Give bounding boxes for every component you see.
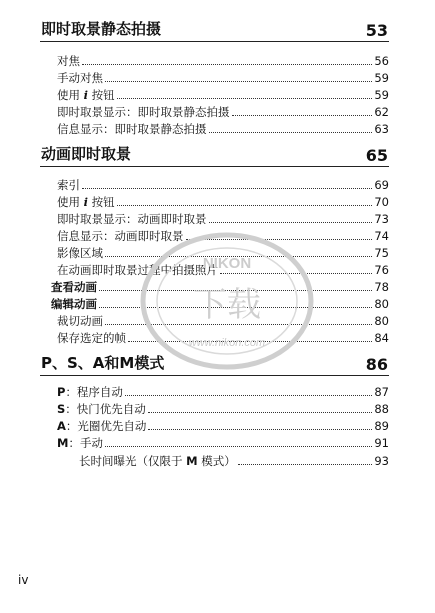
entry-label: 信息显示：即时取景静态拍摄 xyxy=(57,122,207,136)
entry-label: 查看动画 xyxy=(51,280,97,294)
entry-label: S：快门优先自动 xyxy=(57,402,146,416)
leader-dots xyxy=(125,395,372,396)
toc-entry-i-button[interactable] xyxy=(57,193,389,209)
entry-label: 对焦 xyxy=(57,54,80,68)
page-number-label: iv xyxy=(18,573,29,587)
leader-dots xyxy=(105,81,372,82)
entry-label: 在动画即时取景过程中拍摄照片 xyxy=(57,263,218,277)
entry-label: P：程序自动 xyxy=(57,385,123,399)
entry-page: 91 xyxy=(374,436,389,450)
leader-dots xyxy=(238,464,373,465)
entry-page: 59 xyxy=(374,71,389,85)
leader-dots xyxy=(105,446,372,447)
leader-dots xyxy=(220,273,372,274)
toc-entry-live-view-display[interactable] xyxy=(57,103,389,119)
entry-page: 88 xyxy=(374,402,389,416)
leader-dots xyxy=(99,290,372,291)
entry-label: 影像区域 xyxy=(57,246,103,260)
watermark-text-top: NIKON xyxy=(202,255,252,272)
leader-dots xyxy=(82,64,372,65)
section-page-number: 53 xyxy=(365,21,388,40)
section-heading-movie-live-view xyxy=(40,146,389,167)
mode-p-icon: P xyxy=(57,385,66,399)
toc-entry-manual-focus[interactable] xyxy=(57,69,389,85)
toc-entry-save-frame[interactable] xyxy=(57,329,389,345)
section-title: 即时取景静态拍摄 xyxy=(41,20,162,38)
section-heading-psam-modes xyxy=(40,355,389,376)
entry-page: 93 xyxy=(374,454,389,468)
section-heading-still-live-view xyxy=(40,21,389,42)
entry-page: 80 xyxy=(374,297,389,311)
entry-label: 裁切动画 xyxy=(57,314,103,328)
entry-page: 73 xyxy=(374,212,389,226)
toc-entry-photos-during-movie[interactable] xyxy=(57,261,389,277)
entry-page: 87 xyxy=(374,385,389,399)
watermark-text-center: 下载 xyxy=(193,285,261,325)
entry-label: 手动对焦 xyxy=(57,71,103,85)
section-page-number: 65 xyxy=(365,146,388,165)
toc-entry-trim-movies[interactable] xyxy=(57,312,389,328)
leader-dots xyxy=(148,429,372,430)
entry-page: 74 xyxy=(374,229,389,243)
entry-label: A：光圈优先自动 xyxy=(57,419,147,433)
leader-dots xyxy=(148,412,373,413)
entry-label: 使用 i 按钮 xyxy=(57,88,115,102)
section-title: P、S、A和M模式 xyxy=(41,354,165,372)
i-button-icon: i xyxy=(83,195,89,209)
entry-label: 编辑动画 xyxy=(51,297,97,311)
leader-dots xyxy=(105,256,372,257)
toc-entry-live-view-display[interactable] xyxy=(57,210,389,226)
leader-dots xyxy=(209,132,373,133)
entry-label: 保存选定的帧 xyxy=(57,331,126,345)
leader-dots xyxy=(105,324,372,325)
entry-label: 使用 i 按钮 xyxy=(57,195,115,209)
entry-label: 长时间曝光（仅限于 M 模式） xyxy=(79,454,236,468)
entry-label: M：手动 xyxy=(57,436,103,450)
leader-dots xyxy=(117,98,373,99)
entry-page: 78 xyxy=(374,280,389,294)
leader-dots xyxy=(99,307,372,308)
entry-label: 索引 xyxy=(57,178,80,192)
entry-page: 70 xyxy=(374,195,389,209)
leader-dots xyxy=(82,188,372,189)
entry-page: 69 xyxy=(374,178,389,192)
entry-page: 75 xyxy=(374,246,389,260)
leader-dots xyxy=(186,239,373,240)
watermark-text-bottom: www.nikon.com xyxy=(188,337,266,349)
leader-dots xyxy=(209,222,373,223)
section-title: 动画即时取景 xyxy=(41,145,132,163)
mode-a-icon: A xyxy=(57,419,66,433)
toc-entry-mode-s[interactable] xyxy=(57,400,389,416)
toc-entry-long-exposure[interactable] xyxy=(79,452,389,468)
mode-m-icon: M xyxy=(57,436,69,450)
toc-entry-mode-p[interactable] xyxy=(57,383,389,399)
entry-label: 即时取景显示：即时取景静态拍摄 xyxy=(57,105,230,119)
entry-label: 信息显示：动画即时取景 xyxy=(57,229,184,243)
toc-entry-index[interactable] xyxy=(57,176,389,192)
entry-page: 62 xyxy=(374,105,389,119)
toc-entry-focus[interactable] xyxy=(57,52,389,68)
toc-entry-info-display[interactable] xyxy=(57,120,389,136)
leader-dots xyxy=(117,205,373,206)
toc-entry-edit-movies[interactable] xyxy=(51,295,389,311)
i-button-icon: i xyxy=(83,88,89,102)
entry-page: 76 xyxy=(374,263,389,277)
section-page-number: 86 xyxy=(365,355,388,374)
toc-entry-mode-a[interactable] xyxy=(57,417,389,433)
entry-page: 84 xyxy=(374,331,389,345)
entry-page: 89 xyxy=(374,419,389,433)
entry-page: 56 xyxy=(374,54,389,68)
mode-s-icon: S xyxy=(57,402,66,416)
leader-dots xyxy=(232,115,373,116)
leader-dots xyxy=(128,341,372,342)
toc-entry-info-display[interactable] xyxy=(57,227,389,243)
mode-m-icon: M xyxy=(186,454,198,468)
toc-entry-image-area[interactable] xyxy=(57,244,389,260)
toc-entry-i-button[interactable] xyxy=(57,86,389,102)
entry-label: 即时取景显示：动画即时取景 xyxy=(57,212,207,226)
entry-page: 59 xyxy=(374,88,389,102)
toc-entry-mode-m[interactable] xyxy=(57,434,389,450)
entry-page: 63 xyxy=(374,122,389,136)
toc-entry-view-movies[interactable] xyxy=(51,278,389,294)
entry-page: 80 xyxy=(374,314,389,328)
